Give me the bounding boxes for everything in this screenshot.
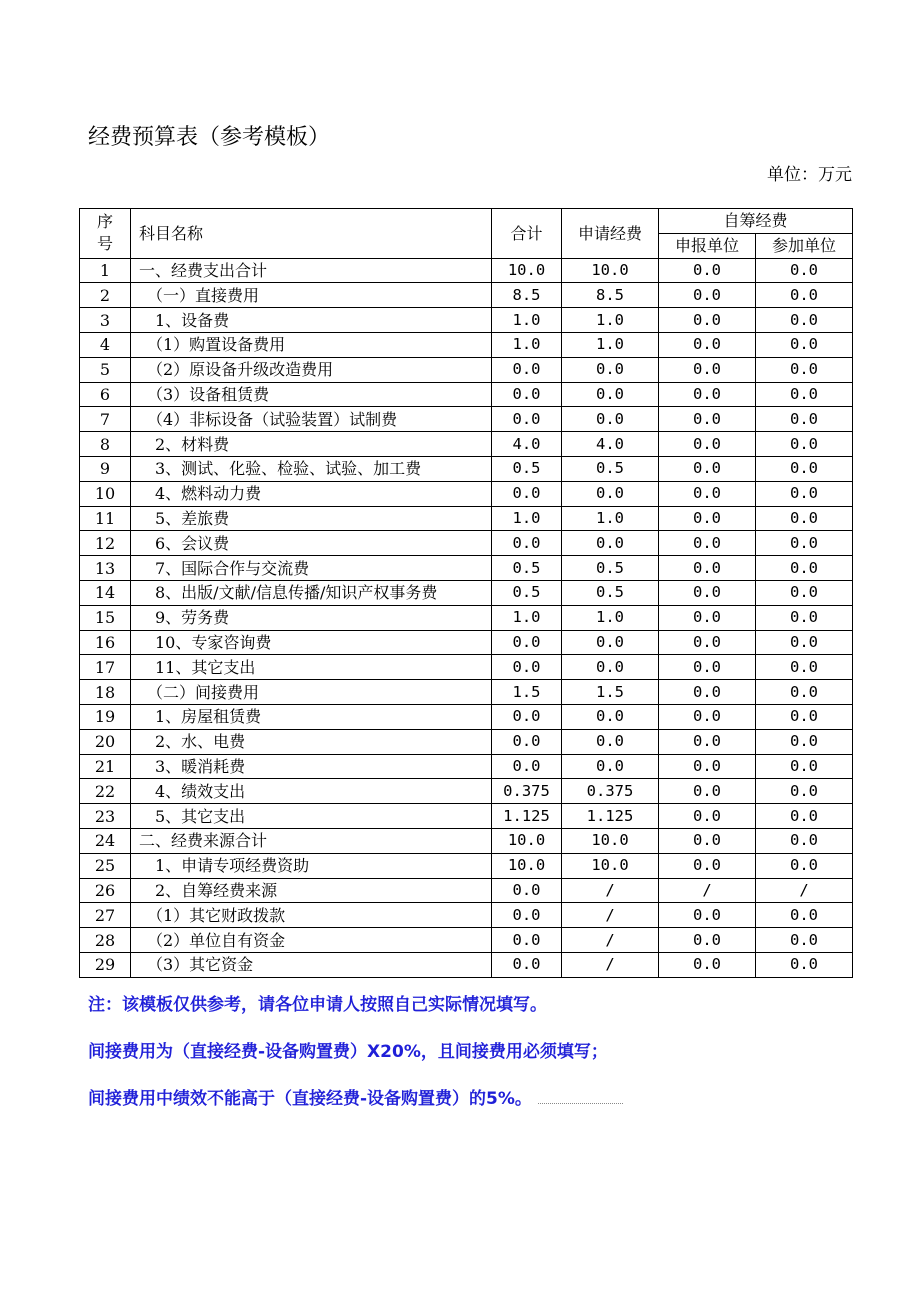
- row-total: 0.0: [492, 952, 562, 977]
- notes: [88, 990, 623, 1131]
- row-seq: 23: [80, 804, 131, 829]
- row-total: 0.0: [492, 481, 562, 506]
- note-line: 间接费用为（直接经费-设备购置费）X20%，且间接费用必须填写；: [88, 1042, 608, 1062]
- row-seq: 28: [80, 928, 131, 953]
- row-name: （1）其它财政拨款: [131, 903, 492, 928]
- unit-label: 单位：万元: [767, 165, 852, 185]
- table-row: [80, 432, 853, 457]
- row-name: 10、专家咨询费: [131, 630, 492, 655]
- table-row: [80, 655, 853, 680]
- row-name: 1、申请专项经费资助: [131, 853, 492, 878]
- table-row: [80, 258, 853, 283]
- row-seq: 19: [80, 704, 131, 729]
- row-join: 0.0: [756, 804, 853, 829]
- row-report: 0.0: [659, 580, 756, 605]
- row-name: （2）单位自有资金: [131, 928, 492, 953]
- row-apply: 8.5: [562, 283, 659, 308]
- row-report: 0.0: [659, 903, 756, 928]
- row-total: 0.0: [492, 754, 562, 779]
- row-name: 1、设备费: [131, 308, 492, 333]
- row-join: 0.0: [756, 779, 853, 804]
- row-apply: 1.0: [562, 506, 659, 531]
- row-join: 0.0: [756, 332, 853, 357]
- row-name: 4、燃料动力费: [131, 481, 492, 506]
- row-join: 0.0: [756, 308, 853, 333]
- row-report: 0.0: [659, 828, 756, 853]
- row-report: 0.0: [659, 952, 756, 977]
- row-join: 0.0: [756, 258, 853, 283]
- row-total: 1.5: [492, 680, 562, 705]
- row-seq: 27: [80, 903, 131, 928]
- row-report: 0.0: [659, 630, 756, 655]
- table-row: [80, 407, 853, 432]
- row-apply: 1.125: [562, 804, 659, 829]
- row-join: 0.0: [756, 481, 853, 506]
- table-row: [80, 382, 853, 407]
- row-join: 0.0: [756, 680, 853, 705]
- table-row: [80, 952, 853, 977]
- row-total: 0.0: [492, 531, 562, 556]
- row-apply: 10.0: [562, 828, 659, 853]
- header-row-1: [80, 209, 853, 234]
- row-apply: 0.375: [562, 779, 659, 804]
- row-join: 0.0: [756, 903, 853, 928]
- row-total: 0.5: [492, 456, 562, 481]
- row-name: （3）设备租赁费: [131, 382, 492, 407]
- table-row: [80, 878, 853, 903]
- row-join: 0.0: [756, 853, 853, 878]
- row-seq: 26: [80, 878, 131, 903]
- table-row: [80, 332, 853, 357]
- row-apply: 0.0: [562, 754, 659, 779]
- table-row: [80, 804, 853, 829]
- row-apply: 0.0: [562, 729, 659, 754]
- row-total: 10.0: [492, 853, 562, 878]
- row-seq: 8: [80, 432, 131, 457]
- row-apply: 4.0: [562, 432, 659, 457]
- row-report: 0.0: [659, 531, 756, 556]
- row-report: 0.0: [659, 928, 756, 953]
- row-report: 0.0: [659, 308, 756, 333]
- header-total: 合计: [492, 209, 562, 259]
- row-apply: 1.0: [562, 308, 659, 333]
- row-report: 0.0: [659, 456, 756, 481]
- row-join: 0.0: [756, 407, 853, 432]
- row-total: 0.0: [492, 357, 562, 382]
- row-report: /: [659, 878, 756, 903]
- row-name: （一）直接费用: [131, 283, 492, 308]
- table-row: [80, 556, 853, 581]
- header-seq: [80, 209, 131, 259]
- row-seq: 7: [80, 407, 131, 432]
- row-total: 0.375: [492, 779, 562, 804]
- row-seq: 17: [80, 655, 131, 680]
- row-join: /: [756, 878, 853, 903]
- row-name: 二、经费来源合计: [131, 828, 492, 853]
- row-report: 0.0: [659, 605, 756, 630]
- row-report: 0.0: [659, 258, 756, 283]
- row-name: （3）其它资金: [131, 952, 492, 977]
- row-seq: 13: [80, 556, 131, 581]
- row-report: 0.0: [659, 332, 756, 357]
- row-apply: 0.0: [562, 481, 659, 506]
- row-report: 0.0: [659, 804, 756, 829]
- row-join: 0.0: [756, 432, 853, 457]
- table-row: [80, 704, 853, 729]
- row-total: 0.0: [492, 704, 562, 729]
- row-report: 0.0: [659, 556, 756, 581]
- row-total: 0.0: [492, 928, 562, 953]
- row-report: 0.0: [659, 432, 756, 457]
- row-total: 0.0: [492, 903, 562, 928]
- row-join: 0.0: [756, 828, 853, 853]
- row-apply: 0.0: [562, 407, 659, 432]
- row-apply: /: [562, 878, 659, 903]
- table-row: [80, 605, 853, 630]
- row-seq: 11: [80, 506, 131, 531]
- table-row: [80, 853, 853, 878]
- table-row: [80, 828, 853, 853]
- row-name: 4、绩效支出: [131, 779, 492, 804]
- row-apply: /: [562, 952, 659, 977]
- row-join: 0.0: [756, 729, 853, 754]
- note-line: 注：该模板仅供参考，请各位申请人按照自己实际情况填写。: [88, 995, 547, 1015]
- row-apply: 0.0: [562, 531, 659, 556]
- row-apply: 10.0: [562, 258, 659, 283]
- row-report: 0.0: [659, 754, 756, 779]
- row-total: 0.5: [492, 556, 562, 581]
- row-total: 1.0: [492, 308, 562, 333]
- row-seq: 25: [80, 853, 131, 878]
- row-name: （4）非标设备（试验装置）试制费: [131, 407, 492, 432]
- row-seq: 9: [80, 456, 131, 481]
- table-row: [80, 283, 853, 308]
- row-join: 0.0: [756, 283, 853, 308]
- table-row: [80, 729, 853, 754]
- row-apply: 1.0: [562, 332, 659, 357]
- row-apply: 0.5: [562, 580, 659, 605]
- row-seq: 20: [80, 729, 131, 754]
- table-row: [80, 779, 853, 804]
- note-line: [88, 1084, 623, 1109]
- document-title: 经费预算表（参考模板）: [88, 125, 331, 150]
- row-join: 0.0: [756, 580, 853, 605]
- row-seq: 15: [80, 605, 131, 630]
- row-report: 0.0: [659, 382, 756, 407]
- row-apply: 0.0: [562, 704, 659, 729]
- row-name: 2、材料费: [131, 432, 492, 457]
- row-name: （1）购置设备费用: [131, 332, 492, 357]
- table-row: [80, 928, 853, 953]
- row-join: 0.0: [756, 754, 853, 779]
- row-name: 5、差旅费: [131, 506, 492, 531]
- row-apply: 1.5: [562, 680, 659, 705]
- row-join: 0.0: [756, 556, 853, 581]
- row-seq: 1: [80, 258, 131, 283]
- table-row: [80, 680, 853, 705]
- row-join: 0.0: [756, 456, 853, 481]
- header-self-join: 参加单位: [756, 233, 853, 258]
- table-row: [80, 456, 853, 481]
- row-apply: 0.5: [562, 456, 659, 481]
- row-total: 4.0: [492, 432, 562, 457]
- row-seq: 6: [80, 382, 131, 407]
- row-apply: 0.0: [562, 357, 659, 382]
- table-row: [80, 357, 853, 382]
- row-total: 0.5: [492, 580, 562, 605]
- row-join: 0.0: [756, 928, 853, 953]
- row-join: 0.0: [756, 531, 853, 556]
- row-name: （二）间接费用: [131, 680, 492, 705]
- row-seq: 24: [80, 828, 131, 853]
- row-apply: /: [562, 928, 659, 953]
- row-name: 一、经费支出合计: [131, 258, 492, 283]
- row-total: 8.5: [492, 283, 562, 308]
- row-name: 9、劳务费: [131, 605, 492, 630]
- row-total: 1.0: [492, 506, 562, 531]
- row-join: 0.0: [756, 605, 853, 630]
- row-total: 0.0: [492, 655, 562, 680]
- row-name: 11、其它支出: [131, 655, 492, 680]
- budget-table: [79, 208, 853, 978]
- row-total: 1.0: [492, 332, 562, 357]
- row-report: 0.0: [659, 655, 756, 680]
- table-row: [80, 481, 853, 506]
- row-total: 1.0: [492, 605, 562, 630]
- header-name: 科目名称: [131, 209, 492, 259]
- row-apply: 0.5: [562, 556, 659, 581]
- row-seq: 4: [80, 332, 131, 357]
- row-report: 0.0: [659, 729, 756, 754]
- row-name: 8、出版/文献/信息传播/知识产权事务费: [131, 580, 492, 605]
- row-total: 1.125: [492, 804, 562, 829]
- row-total: 0.0: [492, 878, 562, 903]
- row-report: 0.0: [659, 481, 756, 506]
- row-seq: 2: [80, 283, 131, 308]
- row-apply: 0.0: [562, 382, 659, 407]
- table-row: [80, 531, 853, 556]
- row-total: 0.0: [492, 382, 562, 407]
- row-report: 0.0: [659, 357, 756, 382]
- row-seq: 10: [80, 481, 131, 506]
- row-total: 10.0: [492, 828, 562, 853]
- row-report: 0.0: [659, 779, 756, 804]
- row-name: 7、国际合作与交流费: [131, 556, 492, 581]
- row-seq: 22: [80, 779, 131, 804]
- row-apply: 1.0: [562, 605, 659, 630]
- row-seq: 3: [80, 308, 131, 333]
- table-row: [80, 630, 853, 655]
- table-row: [80, 506, 853, 531]
- row-report: 0.0: [659, 704, 756, 729]
- table-row: [80, 580, 853, 605]
- row-name: 1、房屋租赁费: [131, 704, 492, 729]
- row-seq: 21: [80, 754, 131, 779]
- row-name: 6、会议费: [131, 531, 492, 556]
- row-apply: 0.0: [562, 630, 659, 655]
- table-row: [80, 754, 853, 779]
- row-join: 0.0: [756, 704, 853, 729]
- row-join: 0.0: [756, 382, 853, 407]
- row-report: 0.0: [659, 407, 756, 432]
- row-join: 0.0: [756, 952, 853, 977]
- row-total: 0.0: [492, 630, 562, 655]
- row-total: 10.0: [492, 258, 562, 283]
- row-apply: /: [562, 903, 659, 928]
- header-apply: 申请经费: [562, 209, 659, 259]
- row-report: 0.0: [659, 283, 756, 308]
- row-report: 0.0: [659, 680, 756, 705]
- row-name: 2、自筹经费来源: [131, 878, 492, 903]
- row-name: 5、其它支出: [131, 804, 492, 829]
- header-self: 自筹经费: [659, 209, 853, 234]
- row-seq: 16: [80, 630, 131, 655]
- row-join: 0.0: [756, 630, 853, 655]
- row-seq: 12: [80, 531, 131, 556]
- row-seq: 14: [80, 580, 131, 605]
- row-name: （2）原设备升级改造费用: [131, 357, 492, 382]
- row-apply: 10.0: [562, 853, 659, 878]
- row-name: 3、暖消耗费: [131, 754, 492, 779]
- header-self-report: 申报单位: [659, 233, 756, 258]
- row-report: 0.0: [659, 506, 756, 531]
- row-seq: 5: [80, 357, 131, 382]
- row-total: 0.0: [492, 407, 562, 432]
- dotted-leader: [538, 1103, 623, 1104]
- row-join: 0.0: [756, 655, 853, 680]
- row-join: 0.0: [756, 357, 853, 382]
- row-name: 2、水、电费: [131, 729, 492, 754]
- row-report: 0.0: [659, 853, 756, 878]
- note-text: 间接费用中绩效不能高于（直接经费-设备购置费）的5%。: [88, 1089, 532, 1109]
- row-total: 0.0: [492, 729, 562, 754]
- header-seq-text: 序号: [96, 212, 113, 254]
- row-join: 0.0: [756, 506, 853, 531]
- row-seq: 29: [80, 952, 131, 977]
- table-row: [80, 308, 853, 333]
- table-row: [80, 903, 853, 928]
- row-name: 3、测试、化验、检验、试验、加工费: [131, 456, 492, 481]
- row-seq: 18: [80, 680, 131, 705]
- row-apply: 0.0: [562, 655, 659, 680]
